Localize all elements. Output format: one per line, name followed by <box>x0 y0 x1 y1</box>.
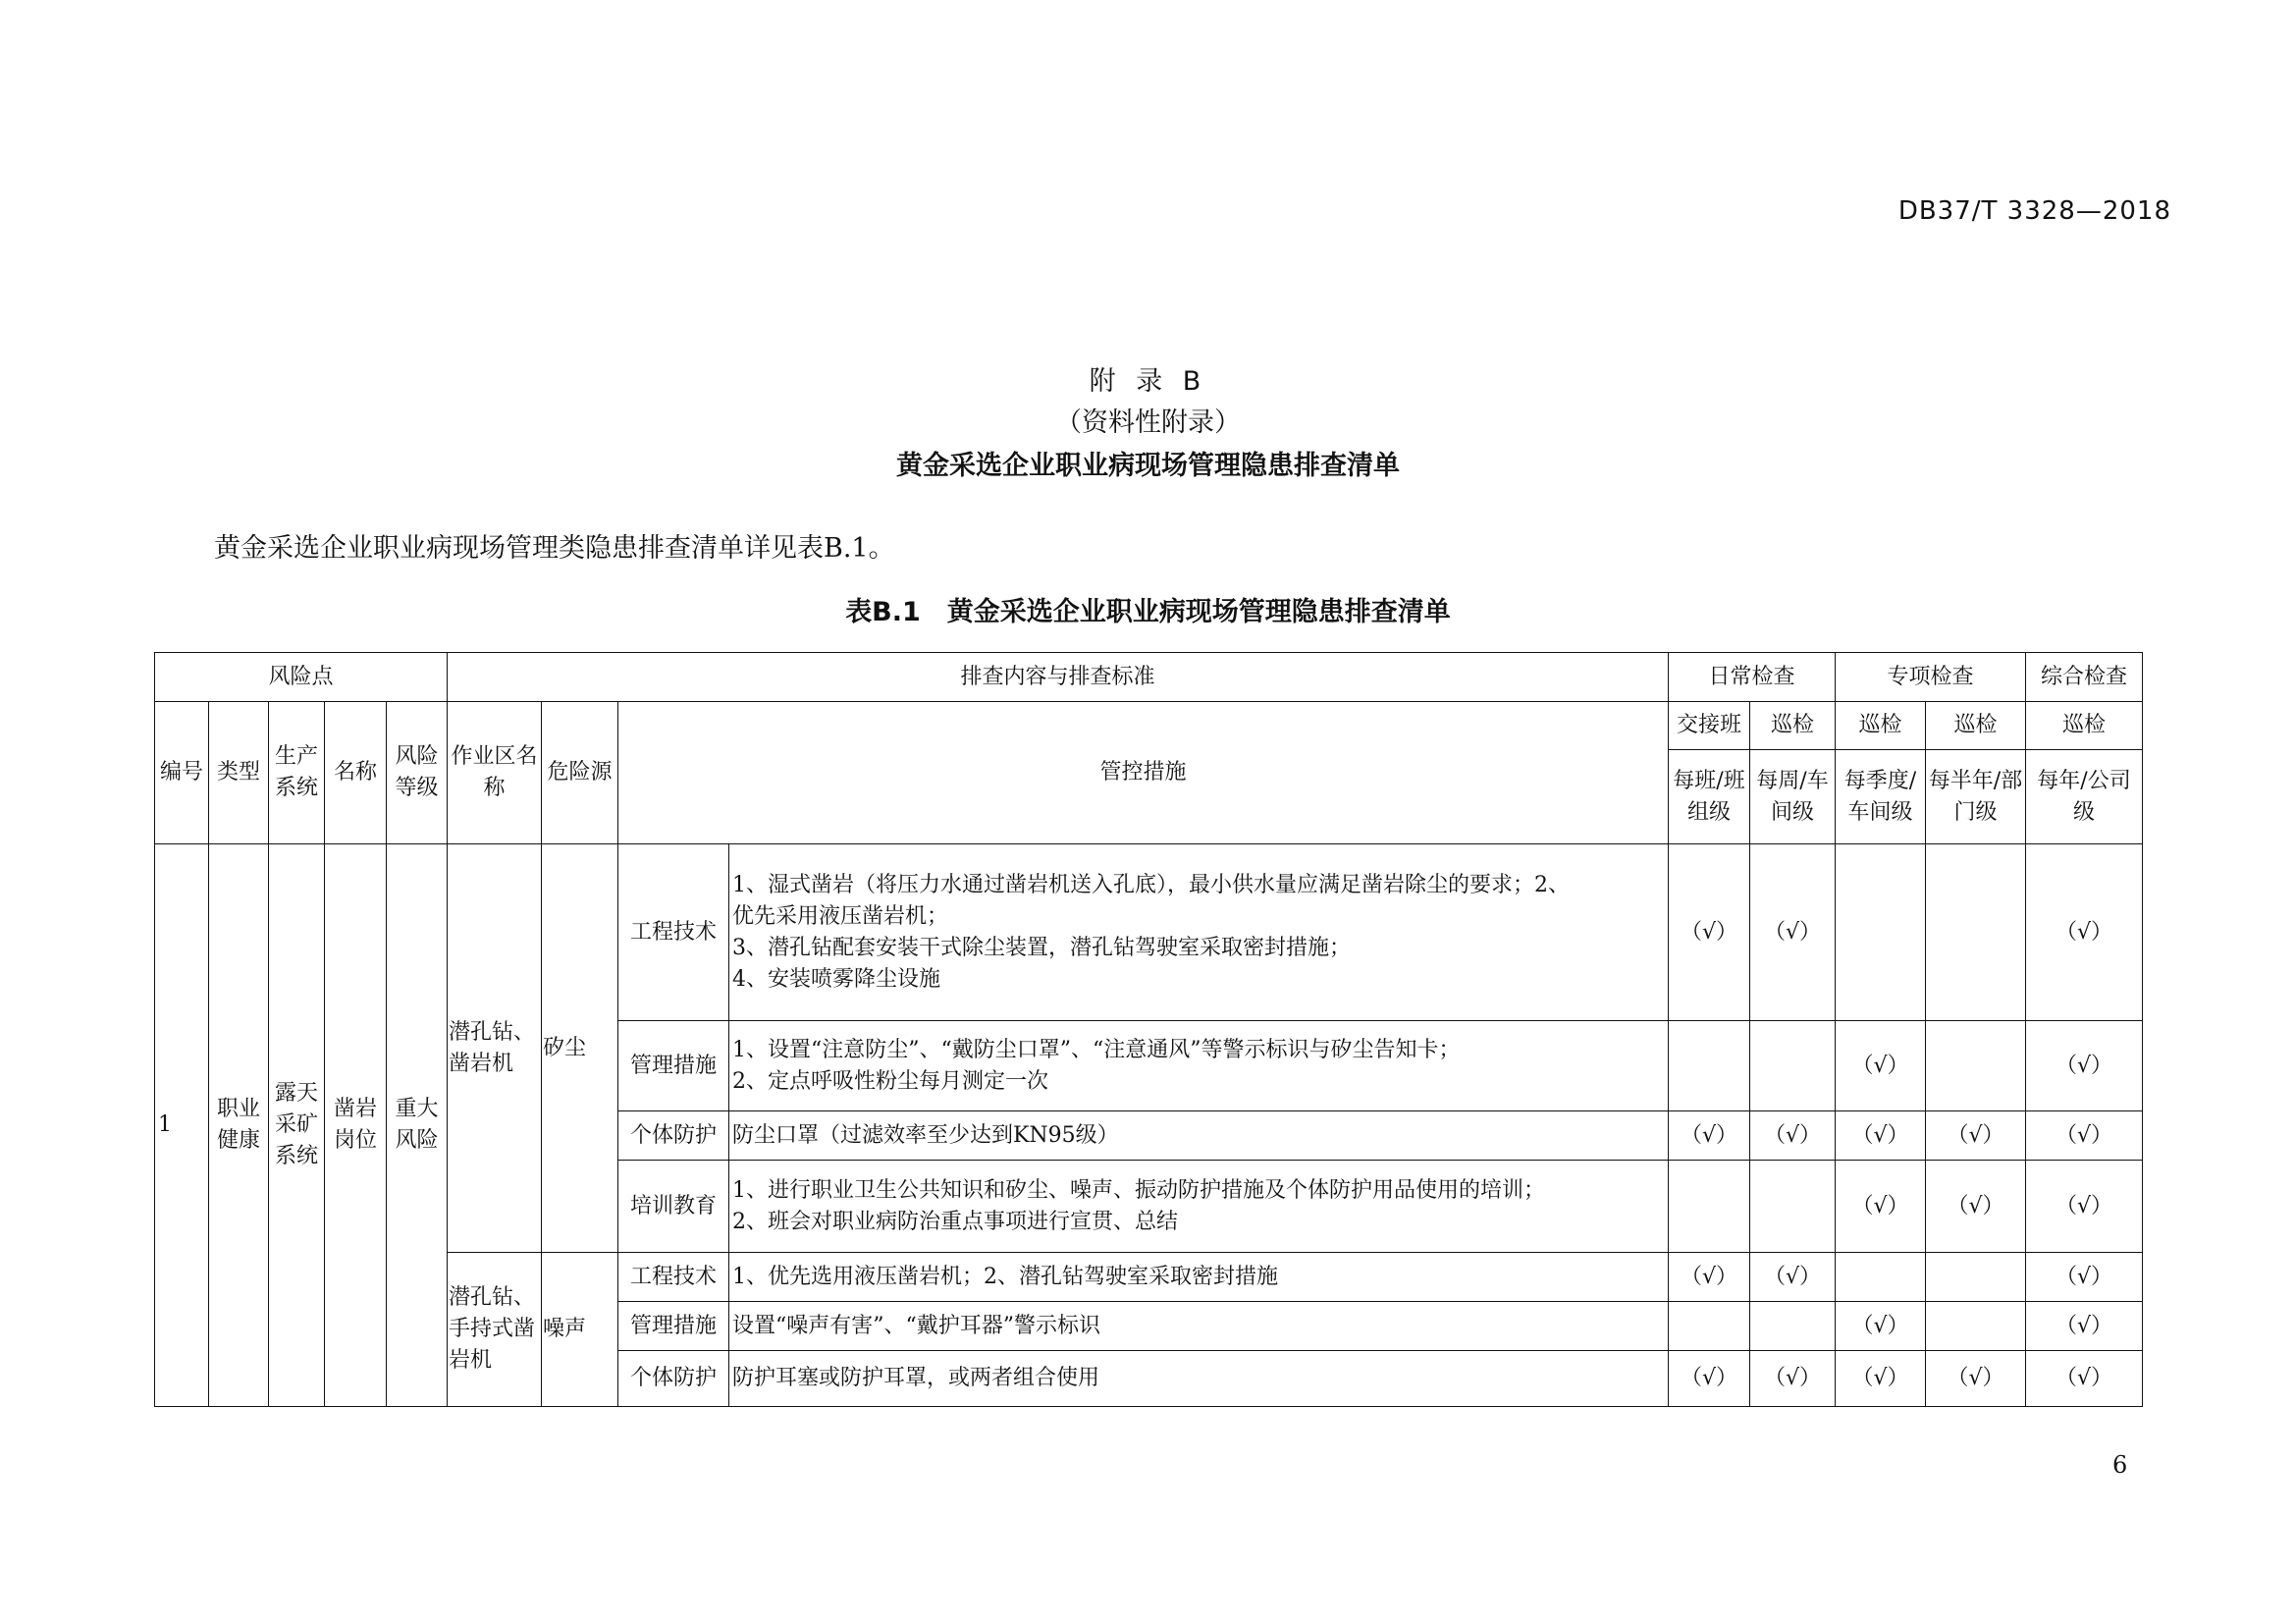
measure-line: 1、设置“注意防尘”、“戴防尘口罩”、“注意通风”等警示标识与矽尘告知卡； <box>732 1037 1461 1062</box>
header-patrol-year: 巡检 <box>2026 702 2143 750</box>
measure-line: 1、优先选用液压凿岩机；2、潜孔钻驾驶室采取密封措施 <box>732 1264 1278 1289</box>
check-week: （√） <box>1750 1111 1836 1161</box>
check-shift <box>1669 1021 1750 1111</box>
header-patrol-daily: 巡检 <box>1750 702 1836 750</box>
header-overall: 综合检查 <box>2026 653 2143 702</box>
header-shift-handover: 交接班 <box>1669 702 1750 750</box>
header-freq-week: 每周/车间级 <box>1750 750 1836 844</box>
measure-line: 优先采用液压凿岩机； <box>732 903 949 929</box>
check-quarter: （√） <box>1836 1351 1926 1407</box>
table-row <box>155 844 2143 1021</box>
header-freq-shift: 每班/班组级 <box>1669 750 1750 844</box>
control-measures <box>729 1253 1669 1302</box>
header-area: 作业区名称 <box>448 702 542 844</box>
check-shift: （√） <box>1669 844 1750 1021</box>
header-system: 生产系统 <box>269 702 325 844</box>
header-risk-point: 风险点 <box>155 653 448 702</box>
page-number: 6 <box>2112 1451 2128 1479</box>
check-year: （√） <box>2026 1351 2143 1407</box>
check-shift: （√） <box>1669 1351 1750 1407</box>
header-type: 类型 <box>209 702 269 844</box>
check-quarter <box>1836 1253 1926 1302</box>
control-measures <box>729 1351 1669 1407</box>
check-quarter: （√） <box>1836 1111 1926 1161</box>
measure-category: 管理措施 <box>618 1302 729 1351</box>
table-caption: 表B.1 黄金采选企业职业病现场管理隐患排查清单 <box>845 597 1451 627</box>
control-measures <box>729 1021 1669 1111</box>
check-shift <box>1669 1302 1750 1351</box>
row-type: 职业健康 <box>209 844 269 1407</box>
measure-category: 培训教育 <box>618 1161 729 1253</box>
header-freq-quarter: 每季度/车间级 <box>1836 750 1926 844</box>
check-halfyear: （√） <box>1926 1351 2026 1407</box>
measure-line: 1、进行职业卫生公共知识和矽尘、噪声、振动防护措施及个体防护用品使用的培训； <box>732 1177 1545 1203</box>
check-quarter: （√） <box>1836 1161 1926 1253</box>
control-measures <box>729 1111 1669 1161</box>
header-patrol-halfyear: 巡检 <box>1926 702 2026 750</box>
check-week <box>1750 1161 1836 1253</box>
measure-category: 工程技术 <box>618 1253 729 1302</box>
header-row-2 <box>155 702 2143 750</box>
check-year: （√） <box>2026 1161 2143 1253</box>
measure-category: 个体防护 <box>618 1111 729 1161</box>
header-content: 排查内容与排查标准 <box>448 653 1669 702</box>
work-area: 潜孔钻、凿岩机 <box>448 844 542 1253</box>
check-halfyear <box>1926 1253 2026 1302</box>
header-freq-halfyear: 每半年/部门级 <box>1926 750 2026 844</box>
check-shift: （√） <box>1669 1111 1750 1161</box>
check-halfyear: （√） <box>1926 1111 2026 1161</box>
check-quarter: （√） <box>1836 1021 1926 1111</box>
row-system: 露天采矿系统 <box>269 844 325 1407</box>
check-quarter <box>1836 844 1926 1021</box>
check-year: （√） <box>2026 1253 2143 1302</box>
work-area: 潜孔钻、手持式凿岩机 <box>448 1253 542 1407</box>
header-freq-year: 每年/公司级 <box>2026 750 2143 844</box>
check-halfyear <box>1926 844 2026 1021</box>
row-number: 1 <box>155 844 209 1407</box>
check-halfyear <box>1926 1021 2026 1111</box>
control-measures <box>729 1302 1669 1351</box>
hazard-source: 噪声 <box>542 1253 618 1407</box>
header-patrol-quarter: 巡检 <box>1836 702 1926 750</box>
check-week: （√） <box>1750 844 1836 1021</box>
row-post-name: 凿岩岗位 <box>325 844 387 1407</box>
appendix-nature: （资料性附录） <box>1055 407 1241 438</box>
document-code: DB37/T 3328—2018 <box>1897 196 2171 226</box>
header-daily: 日常检查 <box>1669 653 1836 702</box>
measure-line: 设置“噪声有害”、“戴护耳器”警示标识 <box>732 1313 1100 1338</box>
measure-line: 1、湿式凿岩（将压力水通过凿岩机送入孔底），最小供水量应满足凿岩除尘的要求；2、 <box>732 872 1570 897</box>
check-week: （√） <box>1750 1253 1836 1302</box>
check-quarter: （√） <box>1836 1302 1926 1351</box>
hazard-checklist-table <box>154 652 2143 1407</box>
check-year: （√） <box>2026 1021 2143 1111</box>
header-no: 编号 <box>155 702 209 844</box>
header-row-1 <box>155 653 2143 702</box>
hazard-source: 矽尘 <box>542 844 618 1253</box>
header-hazard: 危险源 <box>542 702 618 844</box>
appendix-subject: 黄金采选企业职业病现场管理隐患排查清单 <box>896 451 1400 481</box>
header-level: 风险等级 <box>387 702 448 844</box>
check-shift: （√） <box>1669 1253 1750 1302</box>
check-week <box>1750 1021 1836 1111</box>
check-halfyear <box>1926 1302 2026 1351</box>
measure-category: 管理措施 <box>618 1021 729 1111</box>
header-name: 名称 <box>325 702 387 844</box>
measure-line: 4、安装喷雾降尘设施 <box>732 966 940 992</box>
row-risk-level: 重大风险 <box>387 844 448 1407</box>
check-week <box>1750 1302 1836 1351</box>
check-halfyear: （√） <box>1926 1161 2026 1253</box>
table-row <box>155 1253 2143 1302</box>
measure-category: 工程技术 <box>618 844 729 1021</box>
check-year: （√） <box>2026 1111 2143 1161</box>
control-measures <box>729 844 1669 1021</box>
table-body <box>155 653 2143 1407</box>
header-measures: 管控措施 <box>618 702 1669 844</box>
measure-line: 防护耳塞或防护耳罩，或两者组合使用 <box>732 1366 1100 1390</box>
measure-line: 3、潜孔钻配套安装干式除尘装置，潜孔钻驾驶室采取密封措施； <box>732 935 1351 960</box>
measure-line: 防尘口罩（过滤效率至少达到KN95级） <box>732 1122 1119 1148</box>
check-year: （√） <box>2026 844 2143 1021</box>
check-shift <box>1669 1161 1750 1253</box>
measure-line: 2、定点呼吸性粉尘每月测定一次 <box>732 1068 1048 1094</box>
check-year: （√） <box>2026 1302 2143 1351</box>
measure-line: 2、班会对职业病防治重点事项进行宣贯、总结 <box>732 1209 1178 1234</box>
control-measures <box>729 1161 1669 1253</box>
header-special: 专项检查 <box>1836 653 2026 702</box>
measure-category: 个体防护 <box>618 1351 729 1407</box>
intro-paragraph: 黄金采选企业职业病现场管理类隐患排查清单详见表B.1。 <box>214 533 895 564</box>
check-week: （√） <box>1750 1351 1836 1407</box>
appendix-title: 附 录 B <box>1089 366 1207 397</box>
